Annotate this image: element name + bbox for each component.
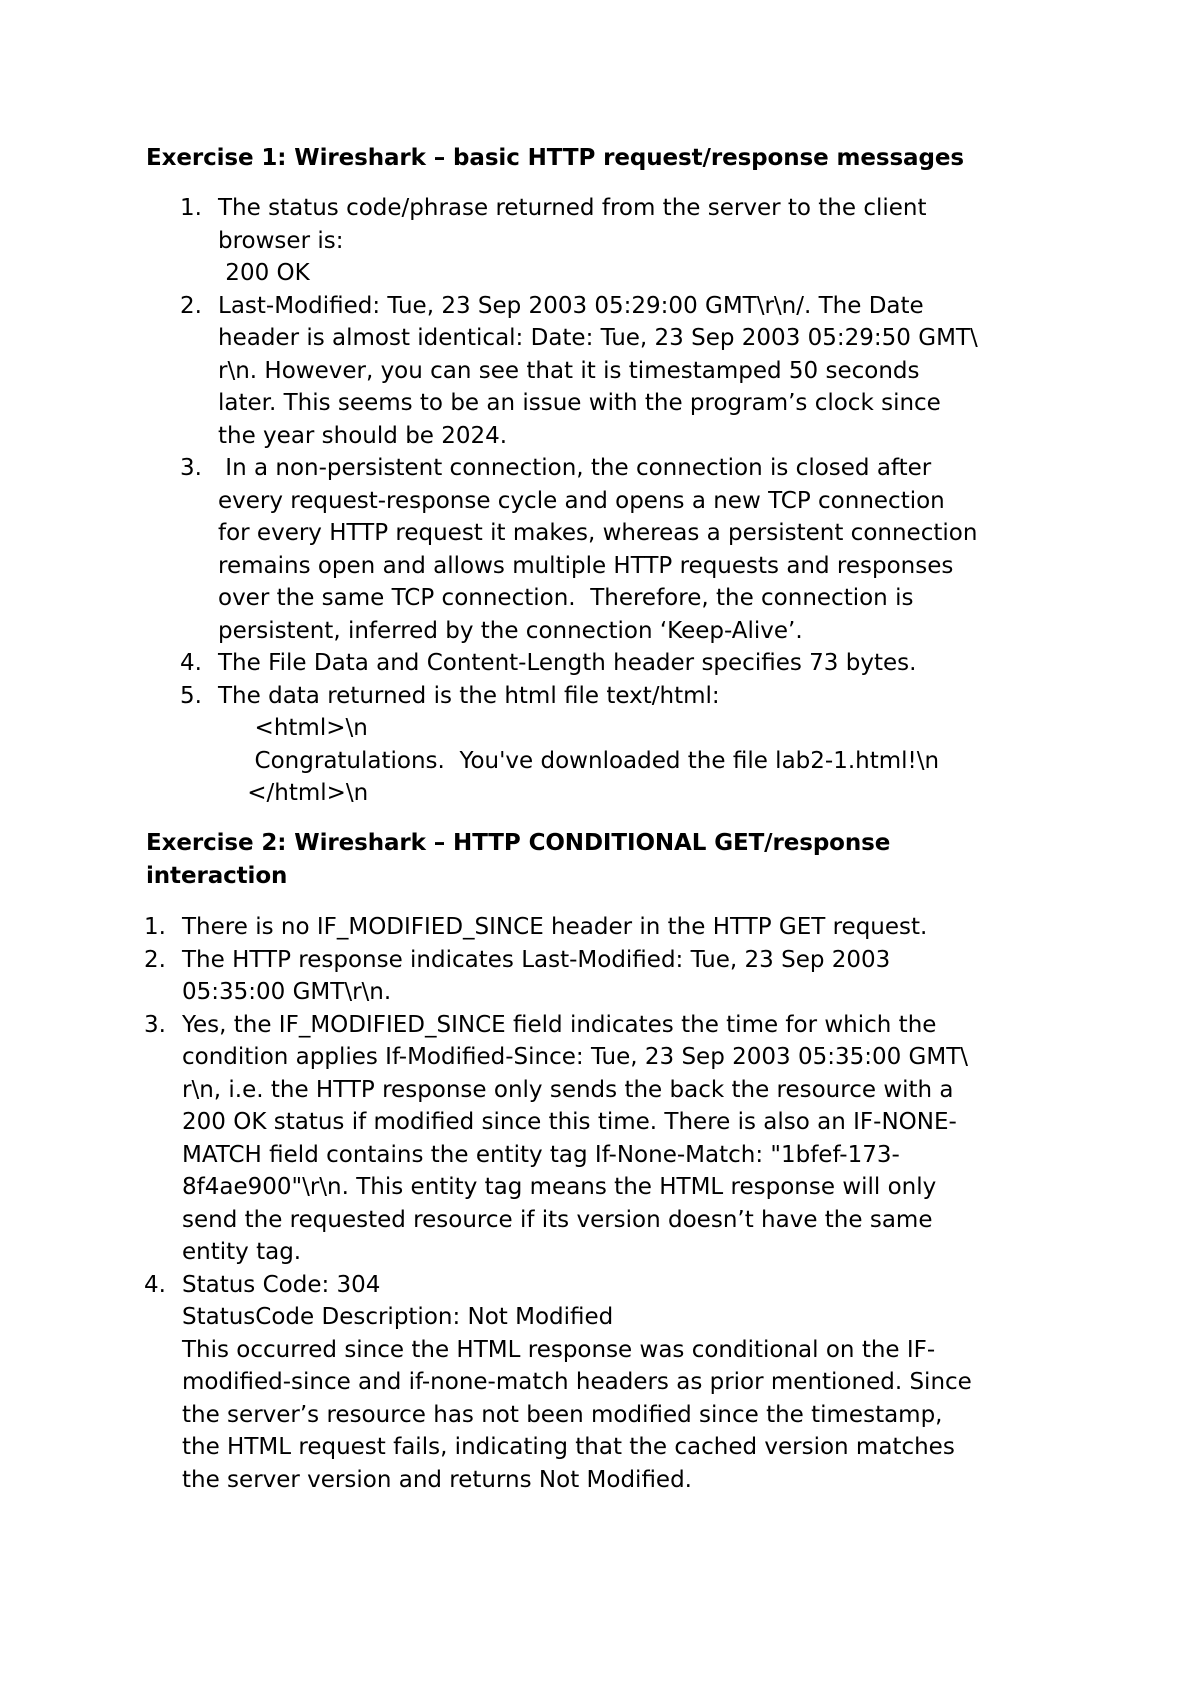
exercise-2-heading: Exercise 2: Wireshark – HTTP CONDITIONAL GET/response interaction <box>146 830 891 889</box>
list-item-number: 2. <box>180 292 202 319</box>
list-item-text-line: Yes, the IF_MODIFIED_SINCE field indicates the time for which the <box>182 1011 937 1038</box>
list-item-text-line: 8f4ae900"\r\n. This entity tag means the HTML response will only <box>182 1174 937 1200</box>
list-item-text-line: The File Data and Content-Length header specifies 73 bytes. <box>218 650 917 676</box>
list-item-text-line: r\n. However, you can see that it is timestamped 50 seconds <box>218 357 920 384</box>
list-item-text-line: header is almost identical: Date: Tue, 23 Sep 2003 05:29:50 GMT\ <box>218 325 978 351</box>
list-item-text-line: r\n, i.e. the HTTP response only sends the back the resource with a <box>182 1076 954 1103</box>
list-item-text-line: persistent, inferred by the connection ‘Keep-Alive’. <box>218 617 803 644</box>
list-item-text-line: Last-Modified: Tue, 23 Sep 2003 05:29:00 GMT\r\n/. The Date <box>218 292 924 319</box>
list-item <box>144 1269 1082 1497</box>
list-item-text-line: remains open and allows multiple HTTP requests and responses <box>218 552 954 579</box>
list-item-text-line: Status Code: 304 <box>182 1271 381 1298</box>
list-item <box>180 680 1078 810</box>
list-item-number: 1. <box>180 195 202 221</box>
list-item-text-line: The data returned is the html file text/html: <box>218 682 720 709</box>
list-item-text-line: every request-response cycle and opens a new TCP connection <box>218 487 945 514</box>
list-item-text-line: This occurred since the HTML response was conditional on the IF- <box>182 1336 936 1363</box>
list-item-number: 1. <box>144 914 166 940</box>
exercise-1-heading: Exercise 1: Wireshark – basic HTTP request/response messages <box>146 145 964 171</box>
list-item-text-line: The HTTP response indicates Last-Modified: Tue, 23 Sep 2003 <box>182 946 891 973</box>
list-item-number: 4. <box>144 1271 166 1298</box>
list-item-text-line: the year should be 2024. <box>218 422 508 449</box>
list-item-text-line: There is no IF_MODIFIED_SINCE header in the HTTP GET request. <box>182 914 928 940</box>
list-item-text-line: 200 OK <box>218 260 310 286</box>
list-item-number: 4. <box>180 650 202 676</box>
list-item-text-line: later. This seems to be an issue with the program’s clock since <box>218 390 941 416</box>
list-item-text-line: In a non-persistent connection, the connection is closed after <box>218 455 932 481</box>
list-item <box>180 452 1078 647</box>
list-item-number: 2. <box>144 946 166 973</box>
list-item-text-line: 200 OK status if modified since this time. There is also an IF-NONE- <box>182 1109 957 1135</box>
list-item-number: 5. <box>180 682 202 709</box>
list-item-text-line: </html>\n <box>218 780 369 806</box>
exercise-2-list <box>144 911 1082 1496</box>
list-item-number: 3. <box>144 1011 166 1038</box>
list-item-text-line: condition applies If-Modified-Since: Tue, 23 Sep 2003 05:35:00 GMT\ <box>182 1044 969 1070</box>
list-item-text-line: entity tag. <box>182 1239 302 1265</box>
list-item-text-line: StatusCode Description: Not Modified <box>182 1304 614 1330</box>
list-item-text-line: modified-since and if-none-match headers as prior mentioned. Since <box>182 1369 972 1395</box>
list-item-text-line: the server’s resource has not been modified since the timestamp, <box>182 1401 943 1428</box>
list-item <box>180 647 1078 680</box>
list-item-text-line: <html>\n <box>218 715 368 741</box>
list-item-text-line: Congratulations. You've downloaded the file lab2-1.html!\n <box>218 747 940 774</box>
list-item-text-line: the server version and returns Not Modified. <box>182 1466 692 1493</box>
list-item <box>144 911 1082 944</box>
list-item-text-line: The status code/phrase returned from the server to the client <box>218 195 927 221</box>
list-item-text-line: 05:35:00 GMT\r\n. <box>182 979 392 1005</box>
list-item-text-line: send the requested resource if its version doesn’t have the same <box>182 1206 933 1233</box>
list-item-text-line: over the same TCP connection. Therefore, the connection is <box>218 585 914 611</box>
list-item-number: 3. <box>180 455 202 481</box>
list-item <box>180 290 1078 453</box>
list-item-text-line: the HTML request fails, indicating that the cached version matches <box>182 1434 955 1460</box>
list-item-text-line: for every HTTP request it makes, whereas a persistent connection <box>218 520 978 546</box>
list-item <box>144 944 1082 1009</box>
exercise-1-list <box>180 192 1078 810</box>
list-item-text-line: MATCH field contains the entity tag If-None-Match: "1bfef-173- <box>182 1141 900 1168</box>
list-item <box>180 192 1078 290</box>
list-item <box>144 1009 1082 1269</box>
list-item-text-line: browser is: <box>218 227 344 254</box>
